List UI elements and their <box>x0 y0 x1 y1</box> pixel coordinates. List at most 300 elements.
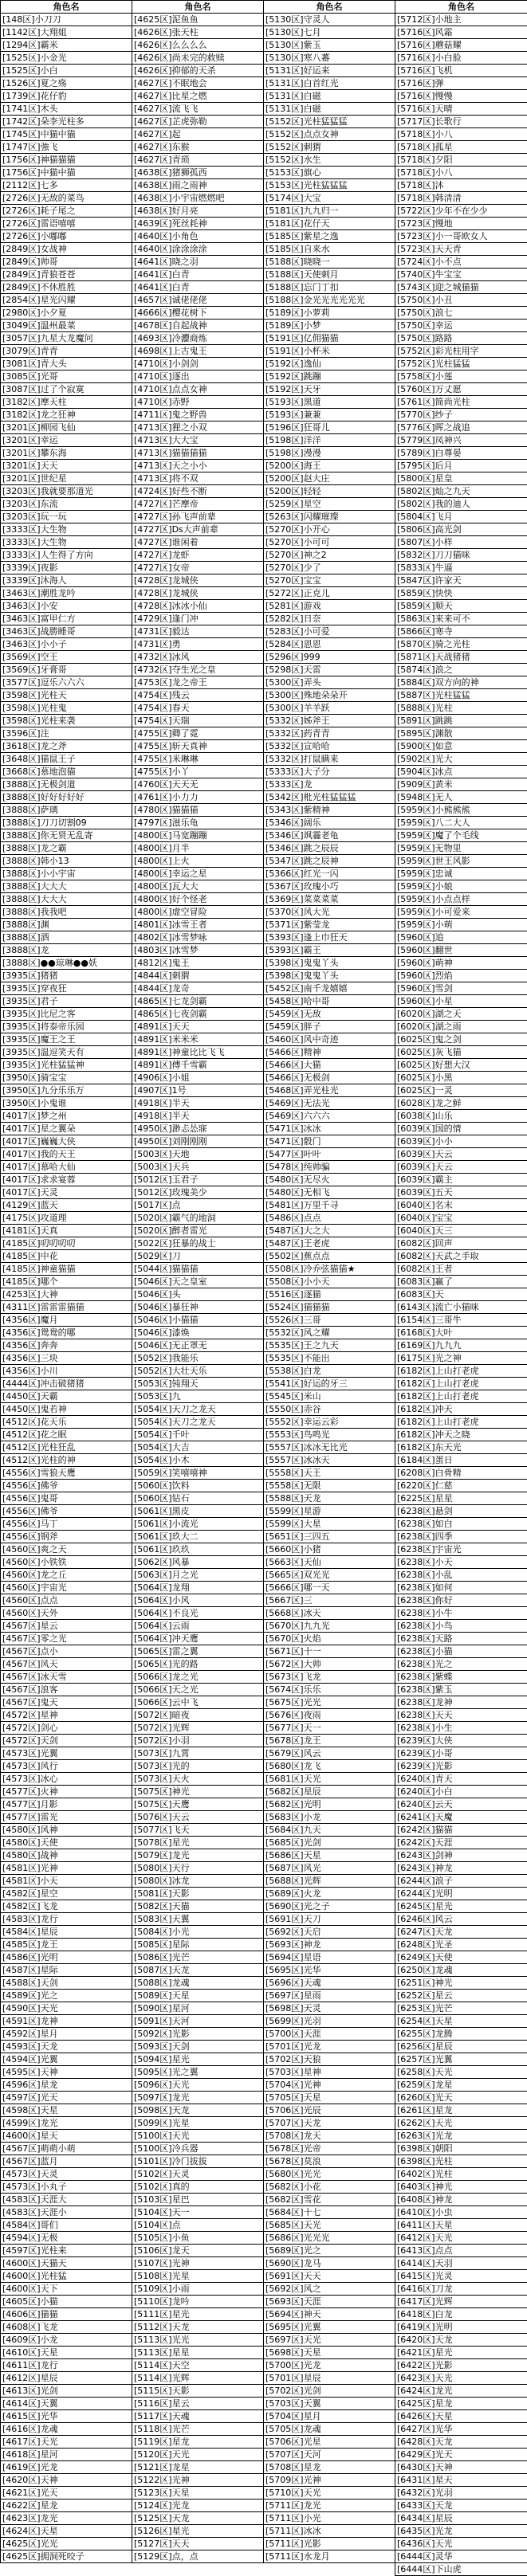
table-cell: [6025区]一灵 <box>395 1084 527 1097</box>
table-cell: [6238区]紫蝶 <box>395 1671 527 1684</box>
table-row <box>1 868 527 880</box>
table-row <box>1 1199 527 1212</box>
table-row <box>1 1378 527 1390</box>
table-row <box>1 511 527 523</box>
table-cell: [5366区]红光一闪 <box>264 868 395 880</box>
table-cell: [5066区]天之光 <box>132 1684 264 1696</box>
table-row <box>1 2053 527 2066</box>
table-cell: [6182区]上山打老虎 <box>395 1378 527 1390</box>
table-cell: [5588区]天龙 <box>264 1492 395 1505</box>
table-cell: [5020区]醉者雷光 <box>132 1225 264 1237</box>
table-cell: [5724区]小不点 <box>395 256 527 269</box>
table-cell: [4639区]死丝耗神 <box>132 218 264 230</box>
table-cell: [6039区]国的情 <box>395 1123 527 1135</box>
table-row <box>1 2117 527 2130</box>
table-cell: [6241区]天魔 <box>395 1811 527 1824</box>
table-cell: [5192区]天牙 <box>264 383 395 396</box>
table-cell: [4626区]么么么么 <box>132 39 264 52</box>
table-cell: [6182区]上山打老虎 <box>395 1416 527 1429</box>
table-cell: [5198区]洋洋 <box>264 434 395 447</box>
table-cell: [5185区]紫星之逸 <box>264 230 395 243</box>
table-cell: [3935区]光柱猛猛神 <box>1 1059 132 1072</box>
table-cell: [5123区]天星 <box>132 2487 264 2500</box>
table-cell: [4582区]飞龙 <box>1 1900 132 1913</box>
header-row <box>1 1 527 14</box>
table-cell: [6154区]三哥牛 <box>395 1314 527 1327</box>
table-cell: [4580区]战神 <box>1 1849 132 1862</box>
table-row <box>1 421 527 434</box>
table-row <box>1 1097 527 1110</box>
table-cell: [6421区]星光 <box>395 2347 527 2359</box>
table-cell: [5698区]天灵 <box>264 2002 395 2015</box>
table-cell: [5471区]冰冰 <box>264 1123 395 1135</box>
table-cell: [5960区]雪剑 <box>395 982 527 995</box>
table-row <box>1 1709 527 1722</box>
table-row <box>1 1174 527 1186</box>
table-cell: [5718区]夕阳 <box>395 154 527 167</box>
table-cell: [3935区]穿夜狂 <box>1 982 132 995</box>
table-row <box>1 2168 527 2181</box>
table-cell: [5888区]光柱 <box>395 702 527 715</box>
table-cell: [3950区]九分乐乐万 <box>1 1084 132 1097</box>
table-cell: [148区]小刀刀 <box>1 14 132 26</box>
table-cell: [4626区]张天柱 <box>132 26 264 39</box>
table-cell: [6039区]霸主 <box>395 1174 527 1186</box>
table-cell: [4713区]天之小小 <box>132 460 264 472</box>
table-cell: [4865区]七夜剑霸 <box>132 1008 264 1021</box>
table-cell: [1526区]夏之殇 <box>1 77 132 90</box>
table-row <box>1 1645 527 1658</box>
table-cell: [5709区]光神 <box>264 2474 395 2487</box>
table-cell: [5689区]火龙 <box>264 1888 395 1900</box>
table-cell: [4619区]光龙 <box>1 2461 132 2474</box>
table-cell: [6242区]天涯 <box>395 1837 527 1849</box>
table-row <box>1 1390 527 1403</box>
table-cell: [5196区]狂哥儿 <box>264 421 395 434</box>
table-cell: [2849区]不休胜胜 <box>1 281 132 294</box>
table-cell: [5094区]星光 <box>132 2053 264 2066</box>
table-cell: [5065区]雷之翼 <box>132 1645 264 1658</box>
table-row <box>1 1913 527 1926</box>
table-row <box>1 982 527 995</box>
table-row <box>1 1033 527 1046</box>
table-cell: [5466区]精神 <box>264 1046 395 1059</box>
table-cell: [4560区]天外 <box>1 1607 132 1620</box>
table-cell: [4844区]刺猬 <box>132 970 264 982</box>
table-cell: [5666区]哪一天 <box>264 1582 395 1594</box>
table-cell: [5112区]天龙 <box>132 2321 264 2334</box>
table-cell: [6039区]小小 <box>395 1135 527 1148</box>
table-row <box>1 2232 527 2245</box>
table-row <box>1 2219 527 2232</box>
table-cell: [4592区]星月 <box>1 2028 132 2041</box>
table-cell: [4727区]孙飞声前辈 <box>132 511 264 523</box>
table-cell: [1745区]中猫中猫 <box>1 128 132 141</box>
table-row <box>1 2181 527 2194</box>
table-cell: [4129区]蓝天 <box>1 1199 132 1212</box>
table-cell: [4556区]鬼哥 <box>1 1492 132 1505</box>
table-cell: [5959区]小娘 <box>395 880 527 893</box>
table-cell: [5695区]光翼 <box>264 2321 395 2334</box>
table-cell: [3463区]小小子 <box>1 638 132 651</box>
table-row <box>1 485 527 498</box>
table-cell: [5959区]魔了个毛线 <box>395 829 527 842</box>
table-row <box>1 2372 527 2385</box>
table-cell: [5884区]双方向的神 <box>395 676 527 689</box>
table-cell: [4627区]东猴 <box>132 141 264 154</box>
table-cell: [5369区]菜菜菜菜 <box>264 893 395 906</box>
table-row <box>1 1594 527 1607</box>
table-cell: [5691区]天天 <box>264 2270 395 2283</box>
table-cell: [5706区]光星 <box>264 2436 395 2449</box>
table-cell: [5682区]光明 <box>264 1798 395 1811</box>
table-cell: [3888区]无极剑道 <box>1 778 132 791</box>
table-cell: [4185区]神童猫猫 <box>1 1263 132 1276</box>
table-cell: [5677区]天一 <box>264 1722 395 1735</box>
table-cell: [4589区]光之 <box>1 1990 132 2002</box>
table-cell: [5668区]冰天 <box>264 1607 395 1620</box>
table-row <box>1 1454 527 1467</box>
table-cell: [5701区]星辰 <box>264 2372 395 2385</box>
table-row <box>1 1964 527 1977</box>
table-cell: [5665区]双光光 <box>264 1569 395 1582</box>
table-row <box>1 205 527 218</box>
table-row <box>1 1008 527 1021</box>
table-cell: [5480区]无尽火 <box>264 1174 395 1186</box>
table-row <box>1 1467 527 1480</box>
table-cell: [5270区]宝宝 <box>264 574 395 587</box>
table-cell <box>264 2563 395 2576</box>
table-cell: [5680区]光光 <box>264 2168 395 2181</box>
table-cell: [6238区]天路 <box>395 1633 527 1645</box>
table-cell: [5046区]暴狂神 <box>132 1301 264 1314</box>
table-cell: [5099区]光星 <box>132 2117 264 2130</box>
table-cell: [4713区]猫猫猫猫 <box>132 447 264 460</box>
table-row <box>1 2130 527 2143</box>
table-cell: [5960区]萌神 <box>395 957 527 970</box>
table-cell: [4512区]花天乐 <box>1 1416 132 1429</box>
table-cell: [5692区]天启 <box>264 1926 395 1939</box>
table-cell: [5029区]刀 <box>132 1250 264 1263</box>
table-row <box>1 766 527 778</box>
table-row <box>1 128 527 141</box>
table-cell: [5052区]大壮天乐 <box>132 1365 264 1378</box>
table-cell: [5678区]莫浪 <box>264 2155 395 2168</box>
table-cell: [4800区]幸运之星 <box>132 868 264 880</box>
table-row <box>1 1480 527 1492</box>
table-cell: [4581区]小天 <box>1 1875 132 1888</box>
table-cell: [6240区]青天 <box>395 1773 527 1786</box>
table-cell: [4588区]天剑 <box>1 1977 132 1990</box>
table-cell: [5152区]光柱猛猛猛 <box>264 116 395 128</box>
table-cell: [5752区]彩光柱用字 <box>395 345 527 358</box>
table-cell: [5706区]光辰 <box>264 2104 395 2117</box>
table-cell: [4625区]光光 <box>1 2538 132 2551</box>
table-cell: [5270区]少了 <box>264 562 395 574</box>
table-cell: [4253区]大神 <box>1 1288 132 1301</box>
table-cell: [5678区]光帝 <box>264 2143 395 2155</box>
table-cell: [5687区]风光 <box>264 1862 395 1875</box>
table-cell: [4616区]龙魂 <box>1 2423 132 2436</box>
table-cell: [5284区]恩恩 <box>264 638 395 651</box>
table-cell: [3085区]光哥 <box>1 371 132 383</box>
table-cell: [2726区]雷语嘻嘻 <box>1 218 132 230</box>
table-cell: [6238区]小牛 <box>395 1607 527 1620</box>
table-cell: [5093区]天剑 <box>132 2041 264 2053</box>
table-row <box>1 1021 527 1033</box>
table-cell: [5692区]风之 <box>264 2283 395 2296</box>
table-cell: [5959区]小点点样 <box>395 893 527 906</box>
table-cell: [5700区]天涯 <box>264 2028 395 2041</box>
table-row <box>1 1046 527 1059</box>
table-cell: [5096区]天光 <box>132 2079 264 2092</box>
table-cell: [5270区]小可可 <box>264 536 395 549</box>
table-cell: [4595区]天神 <box>1 2066 132 2079</box>
table-cell: [6239区]光影 <box>395 1760 527 1773</box>
table-cell: [6444区]下山虎 <box>395 2563 527 2576</box>
table-cell: [4627区]不眠地会 <box>132 77 264 90</box>
table-row <box>1 1696 527 1709</box>
table-cell: [5723区]小一哥欧女人 <box>395 230 527 243</box>
table-cell: [4572区]剑心 <box>1 1722 132 1735</box>
table-cell: [5545区]米山 <box>264 1390 395 1403</box>
table-cell: [5102区]真的 <box>132 2181 264 2194</box>
table-cell: [1756区]中猫中猫 <box>1 167 132 179</box>
table-row <box>1 829 527 842</box>
table-cell: [5909区]黄米 <box>395 778 527 791</box>
table-cell: [4581区]光神 <box>1 1862 132 1875</box>
table-row <box>1 320 527 332</box>
table-row <box>1 2283 527 2296</box>
table-cell: [5698区]天星 <box>264 2347 395 2359</box>
table-cell: [5131区]白首红光 <box>264 77 395 90</box>
table-row <box>1 2308 527 2321</box>
table-cell: [5960区]翻世 <box>395 944 527 957</box>
table-cell: [4610区]天星 <box>1 2347 132 2359</box>
table-cell: [6426区]天星 <box>395 2410 527 2423</box>
table-cell: [3888区]●●琼琳●●妖 <box>1 957 132 970</box>
table-cell: [4713区]狸之小双 <box>132 421 264 434</box>
table-cell: [3201区]柳园飞仙 <box>1 421 132 434</box>
table-row <box>1 2092 527 2104</box>
table-cell: [4617区]天光 <box>1 2436 132 2449</box>
table-cell: [6244区]光明 <box>395 1888 527 1900</box>
table-row <box>1 1543 527 1556</box>
table-cell: [6414区]天羽 <box>395 2257 527 2270</box>
table-cell: [5693区]神龙 <box>264 1939 395 1951</box>
table-cell: [5674区]乐乐 <box>264 1684 395 1696</box>
table-cell: [4906区]小姐 <box>132 1072 264 1084</box>
table-cell: [4800区]月半 <box>132 842 264 855</box>
table-cell: [5076区]天云 <box>132 1811 264 1824</box>
table-cell: [6244区]浪子 <box>395 1875 527 1888</box>
table-cell: [6039区]五天 <box>395 1186 527 1199</box>
table-row <box>1 2538 527 2551</box>
table-cell: [5705区]龙魂 <box>264 2423 395 2436</box>
table-row <box>1 1607 527 1620</box>
table-row <box>1 1186 527 1199</box>
table-cell: [4640区]涂涂涂涂 <box>132 243 264 256</box>
table-cell: [5188区]忘门丁扣 <box>264 281 395 294</box>
table-row <box>1 332 527 345</box>
table-cell: [5193区]黑道 <box>264 396 395 409</box>
table-cell: [5959区]无物里 <box>395 842 527 855</box>
table-cell: [2849区]帅哥 <box>1 256 132 269</box>
table-cell: [5084区]小光 <box>132 1926 264 1939</box>
table-cell: [5370区]风大光 <box>264 906 395 919</box>
table-cell: [5193区]兼兼 <box>264 409 395 421</box>
table-cell: [5113区]星星 <box>132 2347 264 2359</box>
table-cell: [5089区]天星 <box>132 1990 264 2002</box>
table-cell: [4666区]樱花树下 <box>132 307 264 320</box>
table-cell: [4755区]米琳琳 <box>132 753 264 766</box>
table-row <box>1 1684 527 1696</box>
table-cell: [5678区]龙王 <box>264 1735 395 1747</box>
table-cell: [5682区]星辰 <box>264 1786 395 1798</box>
table-cell: [4891区]米米米 <box>132 1033 264 1046</box>
table-cell: [4583区]天涯小 <box>1 2206 132 2219</box>
table-cell: [1739区]花仔豹 <box>1 90 132 103</box>
table-cell: [1294区]霸米 <box>1 39 132 52</box>
table-cell: [6419区]光明 <box>395 2321 527 2334</box>
table-cell: [5332区]打鼠瞒来 <box>264 753 395 766</box>
table-cell: [3935区]魔王之王 <box>1 1033 132 1046</box>
table-cell: [5104区]天一 <box>132 2206 264 2219</box>
table-cell: [5272区]正克儿 <box>264 587 395 600</box>
table-cell: [5697区]星雨 <box>264 1990 395 2002</box>
table-row <box>1 931 527 944</box>
table-row <box>1 664 527 676</box>
table-cell: [5053区]钝翔天 <box>132 1378 264 1390</box>
table-cell: [5694区]神天 <box>264 2308 395 2321</box>
table-cell: [5125区]天龙 <box>132 2512 264 2525</box>
table-cell: [4556区]马丁 <box>1 1518 132 1531</box>
table-cell: [6245区]星光 <box>395 1900 527 1913</box>
table-row <box>1 2385 527 2398</box>
table-row <box>1 396 527 409</box>
table-cell: [4017区]求求宴蓉 <box>1 1174 132 1186</box>
table-cell: [5181区]九九归一 <box>264 205 395 218</box>
table-cell: [6225区]星星 <box>395 1492 527 1505</box>
table-row <box>1 1339 527 1352</box>
table-cell: [4017区]慕哈大仙 <box>1 1161 132 1174</box>
table-row <box>1 855 527 868</box>
table-cell: [5087区]天龙 <box>132 1964 264 1977</box>
table-cell: [5718区]沐 <box>395 179 527 192</box>
table-cell: [4891区]天天 <box>132 1021 264 1033</box>
table-cell: [5680区]龙飞 <box>264 1760 395 1773</box>
table-cell: [5535区]王之九天 <box>264 1339 395 1352</box>
table-cell: [5870区]骑之光柱 <box>395 638 527 651</box>
table-row <box>1 2461 527 2474</box>
table-cell: [5398区]鬼鬼丫头 <box>264 970 395 982</box>
table-cell: [4185区]哪个 <box>1 1276 132 1288</box>
table-row <box>1 269 527 281</box>
table-cell: [5131区]好运来 <box>264 65 395 77</box>
table-cell: [6182区]冲天 <box>395 1403 527 1416</box>
table-cell: [6243区]神龙 <box>395 1862 527 1875</box>
table-cell: [5466区]大猫 <box>264 1059 395 1072</box>
table-cell: [5750区]小丑 <box>395 294 527 307</box>
table-cell: [5097区]龙光 <box>132 2092 264 2104</box>
table-cell: [5054区]千叶 <box>132 1429 264 1441</box>
table-cell: [5480区]无相飞 <box>264 1186 395 1199</box>
table-cell: [4584区]星辰 <box>1 1926 132 1939</box>
table-cell: [5103区]星巴 <box>132 2194 264 2206</box>
table-cell: [5806区]高光剑 <box>395 523 527 536</box>
table-cell: [3598区]光柱鬼 <box>1 702 132 715</box>
table-cell: [4802区]冰雪梦咏 <box>132 931 264 944</box>
table-cell: [4624区]天星 <box>1 2525 132 2538</box>
table-cell: [6025区]灰飞猫 <box>395 1046 527 1059</box>
table-row <box>1 90 527 103</box>
table-cell: [4596区]星龙 <box>1 2079 132 2092</box>
table-cell: [4567区]蓝月 <box>1 2155 132 2168</box>
table-cell: [5075区]神光 <box>132 1786 264 1798</box>
table-row <box>1 2423 527 2436</box>
column-header-2: 角色名 <box>132 1 264 14</box>
table-row <box>1 549 527 562</box>
table-cell: [5073区]九霄 <box>132 1747 264 1760</box>
table-cell: [4638区]小宇宙燃燃吧 <box>132 192 264 205</box>
table-cell: [5012区]玉君子 <box>132 1174 264 1186</box>
table-cell: [4727区]谁闲着 <box>132 536 264 549</box>
table-cell: [3950区]骑宝宝 <box>1 1072 132 1084</box>
table-cell: [4573区]风行 <box>1 1760 132 1773</box>
table-row <box>1 472 527 485</box>
table-cell: [6415区]光灵 <box>395 2270 527 2283</box>
table-cell: [6082区]回声 <box>395 1237 527 1250</box>
table-row <box>1 2512 527 2525</box>
table-cell: [3463区]潮胜龙吟 <box>1 587 132 600</box>
table-cell: [5711区]水龙月 <box>264 2551 395 2563</box>
table-cell: [2849区]女战神 <box>1 243 132 256</box>
table-cell: [3203区]东流 <box>1 498 132 511</box>
table-cell: [6083区]赢了 <box>395 1276 527 1288</box>
table-row <box>1 523 527 536</box>
table-cell: [5105区]小鱼 <box>132 2232 264 2245</box>
table-cell: [5710区]天光 <box>264 2487 395 2500</box>
table-row <box>1 1722 527 1735</box>
table-cell: [4583区]天涯大 <box>1 2194 132 2206</box>
table-cell: [5779区]凤神兴 <box>395 434 527 447</box>
table-cell: [6261区]星龙 <box>395 2104 527 2117</box>
table-cell: [4907区]1号 <box>132 1084 264 1097</box>
table-cell: [5343区]紫精神 <box>264 804 395 817</box>
table-cell: [4729区]逢门冲 <box>132 613 264 625</box>
table-row <box>1 2155 527 2168</box>
table-cell: [5059区]笑嘻嘻神 <box>132 1467 264 1480</box>
table-cell: [5398区]鬼鬼丫头 <box>264 957 395 970</box>
table-cell: [6039区]天云 <box>395 1161 527 1174</box>
table-cell: [5684区]十七 <box>264 2206 395 2219</box>
table-cell: [5346区]飒霾老龟 <box>264 829 395 842</box>
table-cell: [4641区]晓之羽 <box>132 256 264 269</box>
table-cell: [4017区]巍巍大侠 <box>1 1135 132 1148</box>
table-cell: [4567区]萌萌小萌 <box>1 2143 132 2155</box>
table-cell: [4556区]佛爷 <box>1 1505 132 1518</box>
table-row <box>1 2143 527 2155</box>
table-cell: [5121区]龙星 <box>132 2461 264 2474</box>
table-cell: [6410区]小虫 <box>395 2206 527 2219</box>
table-cell: [3888区]我我吧 <box>1 906 132 919</box>
table-cell: [5081区]天影 <box>132 1888 264 1900</box>
table-row <box>1 1301 527 1314</box>
table-cell: [5100区]天光 <box>132 2130 264 2143</box>
table-cell: [5760区]万丈愿 <box>395 383 527 396</box>
table-cell: [3888区]渊 <box>1 919 132 931</box>
table-row <box>1 1288 527 1301</box>
